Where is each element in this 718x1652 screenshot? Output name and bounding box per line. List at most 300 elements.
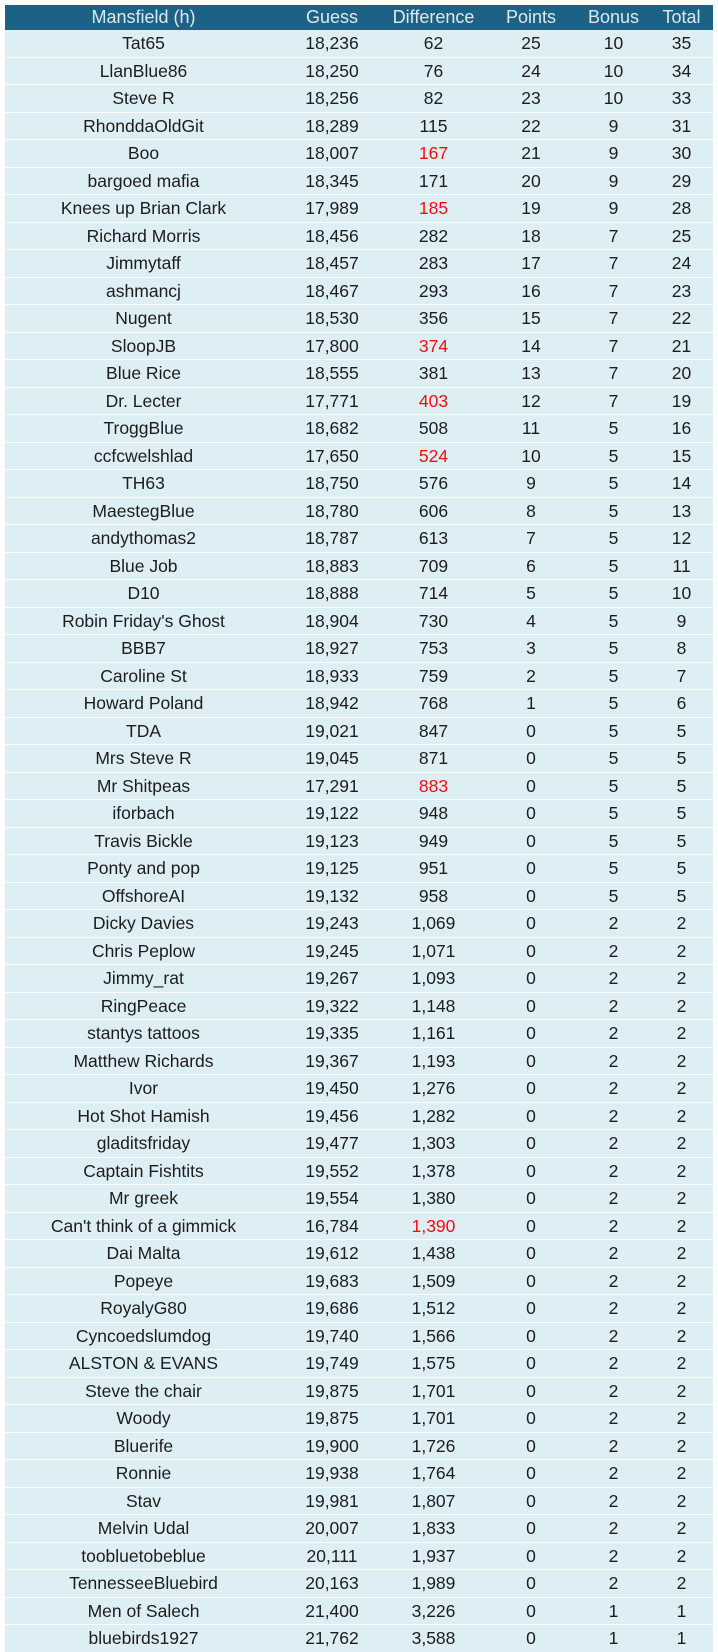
player-name-cell: Bluerife — [5, 1432, 282, 1460]
points-cell: 0 — [485, 772, 577, 800]
table-row — [5, 580, 713, 608]
table-row — [5, 360, 713, 388]
difference-cell: 714 — [382, 580, 485, 608]
difference-cell: 709 — [382, 552, 485, 580]
bonus-cell: 2 — [577, 1267, 650, 1295]
total-cell: 1 — [650, 1597, 713, 1625]
total-cell: 2 — [650, 1047, 713, 1075]
difference-cell: 1,093 — [382, 965, 485, 993]
points-cell: 1 — [485, 690, 577, 718]
guess-cell: 21,400 — [282, 1597, 382, 1625]
bonus-cell: 2 — [577, 1515, 650, 1543]
table-row — [5, 717, 713, 745]
player-name-cell: Boo — [5, 140, 282, 168]
bonus-cell: 10 — [577, 85, 650, 113]
player-name-cell: ALSTON & EVANS — [5, 1350, 282, 1378]
guess-cell: 18,456 — [282, 222, 382, 250]
total-cell: 5 — [650, 772, 713, 800]
total-cell: 2 — [650, 1350, 713, 1378]
table-row — [5, 305, 713, 333]
total-cell: 2 — [650, 1432, 713, 1460]
guess-cell: 18,289 — [282, 112, 382, 140]
bonus-cell: 2 — [577, 1432, 650, 1460]
bonus-cell: 5 — [577, 717, 650, 745]
table-row — [5, 1267, 713, 1295]
player-name-cell: Dicky Davies — [5, 910, 282, 938]
bonus-cell: 5 — [577, 470, 650, 498]
bonus-cell: 10 — [577, 57, 650, 85]
points-cell: 0 — [485, 910, 577, 938]
player-name-cell: Captain Fishtits — [5, 1157, 282, 1185]
total-cell: 2 — [650, 1487, 713, 1515]
table-row — [5, 387, 713, 415]
table-row — [5, 525, 713, 553]
bonus-cell: 2 — [577, 1212, 650, 1240]
table-row — [5, 882, 713, 910]
guess-cell: 19,456 — [282, 1102, 382, 1130]
total-cell: 1 — [650, 1625, 713, 1652]
total-cell: 5 — [650, 800, 713, 828]
bonus-cell: 2 — [577, 1460, 650, 1488]
total-cell: 2 — [650, 1102, 713, 1130]
bonus-cell: 5 — [577, 635, 650, 663]
bonus-cell: 2 — [577, 1157, 650, 1185]
player-name-cell: TroggBlue — [5, 415, 282, 443]
total-cell: 5 — [650, 855, 713, 883]
table-row — [5, 1405, 713, 1433]
table-row — [5, 772, 713, 800]
points-cell: 0 — [485, 937, 577, 965]
guess-cell: 18,933 — [282, 662, 382, 690]
difference-cell: 730 — [382, 607, 485, 635]
table-row — [5, 167, 713, 195]
points-cell: 16 — [485, 277, 577, 305]
player-name-cell: bluebirds1927 — [5, 1625, 282, 1652]
total-cell: 9 — [650, 607, 713, 635]
player-name-cell: RhonddaOldGit — [5, 112, 282, 140]
points-cell: 0 — [485, 1267, 577, 1295]
table-row — [5, 195, 713, 223]
points-cell: 23 — [485, 85, 577, 113]
total-cell: 2 — [650, 1157, 713, 1185]
difference-cell: 185 — [382, 195, 485, 223]
difference-cell: 76 — [382, 57, 485, 85]
player-name-cell: D10 — [5, 580, 282, 608]
player-name-cell: gladitsfriday — [5, 1130, 282, 1158]
player-name-cell: Can't think of a gimmick — [5, 1212, 282, 1240]
table-row — [5, 332, 713, 360]
difference-cell: 1,161 — [382, 1020, 485, 1048]
bonus-cell: 2 — [577, 965, 650, 993]
table-row — [5, 552, 713, 580]
total-cell: 2 — [650, 1295, 713, 1323]
points-cell: 0 — [485, 1157, 577, 1185]
guess-cell: 18,555 — [282, 360, 382, 388]
guess-cell: 19,900 — [282, 1432, 382, 1460]
difference-cell: 1,989 — [382, 1570, 485, 1598]
difference-cell: 374 — [382, 332, 485, 360]
difference-cell: 759 — [382, 662, 485, 690]
difference-cell: 1,148 — [382, 992, 485, 1020]
difference-cell: 1,575 — [382, 1350, 485, 1378]
guess-cell: 18,682 — [282, 415, 382, 443]
player-name-cell: Hot Shot Hamish — [5, 1102, 282, 1130]
bonus-cell: 2 — [577, 1102, 650, 1130]
points-cell: 0 — [485, 800, 577, 828]
bonus-cell: 9 — [577, 140, 650, 168]
bonus-cell: 2 — [577, 1130, 650, 1158]
points-cell: 0 — [485, 1047, 577, 1075]
difference-cell: 283 — [382, 250, 485, 278]
bonus-cell: 7 — [577, 250, 650, 278]
header-row — [5, 5, 713, 30]
difference-cell: 1,701 — [382, 1405, 485, 1433]
difference-cell: 1,701 — [382, 1377, 485, 1405]
bonus-cell: 5 — [577, 827, 650, 855]
total-cell: 5 — [650, 827, 713, 855]
guess-cell: 18,457 — [282, 250, 382, 278]
points-cell: 24 — [485, 57, 577, 85]
total-cell: 2 — [650, 1322, 713, 1350]
difference-cell: 1,276 — [382, 1075, 485, 1103]
guess-cell: 18,904 — [282, 607, 382, 635]
guess-cell: 17,291 — [282, 772, 382, 800]
table-row — [5, 30, 713, 57]
table-row — [5, 910, 713, 938]
points-cell: 19 — [485, 195, 577, 223]
points-cell: 4 — [485, 607, 577, 635]
player-name-cell: BBB7 — [5, 635, 282, 663]
points-cell: 0 — [485, 1185, 577, 1213]
table-row — [5, 1597, 713, 1625]
points-cell: 0 — [485, 1487, 577, 1515]
table-row — [5, 1515, 713, 1543]
total-cell: 2 — [650, 1212, 713, 1240]
guess-cell: 19,122 — [282, 800, 382, 828]
total-cell: 8 — [650, 635, 713, 663]
guess-cell: 19,132 — [282, 882, 382, 910]
difference-cell: 1,764 — [382, 1460, 485, 1488]
difference-cell: 1,807 — [382, 1487, 485, 1515]
bonus-cell: 5 — [577, 745, 650, 773]
guess-cell: 19,981 — [282, 1487, 382, 1515]
points-cell: 0 — [485, 855, 577, 883]
column-header-guess: Guess — [282, 5, 382, 30]
table-row — [5, 1570, 713, 1598]
total-cell: 2 — [650, 1020, 713, 1048]
total-cell: 33 — [650, 85, 713, 113]
player-name-cell: Ivor — [5, 1075, 282, 1103]
difference-cell: 1,833 — [382, 1515, 485, 1543]
total-cell: 6 — [650, 690, 713, 718]
total-cell: 5 — [650, 717, 713, 745]
difference-cell: 1,282 — [382, 1102, 485, 1130]
difference-cell: 1,566 — [382, 1322, 485, 1350]
bonus-cell: 2 — [577, 1542, 650, 1570]
points-cell: 0 — [485, 745, 577, 773]
guess-cell: 17,800 — [282, 332, 382, 360]
points-cell: 0 — [485, 1130, 577, 1158]
player-name-cell: Nugent — [5, 305, 282, 333]
guess-cell: 18,942 — [282, 690, 382, 718]
table-row — [5, 277, 713, 305]
total-cell: 28 — [650, 195, 713, 223]
difference-cell: 171 — [382, 167, 485, 195]
total-cell: 10 — [650, 580, 713, 608]
player-name-cell: Blue Job — [5, 552, 282, 580]
points-cell: 0 — [485, 1570, 577, 1598]
difference-cell: 1,390 — [382, 1212, 485, 1240]
points-cell: 0 — [485, 1597, 577, 1625]
table-row — [5, 855, 713, 883]
player-name-cell: LlanBlue86 — [5, 57, 282, 85]
player-name-cell: OffshoreAI — [5, 882, 282, 910]
points-cell: 9 — [485, 470, 577, 498]
total-cell: 25 — [650, 222, 713, 250]
bonus-cell: 5 — [577, 772, 650, 800]
guess-cell: 17,989 — [282, 195, 382, 223]
total-cell: 2 — [650, 1460, 713, 1488]
total-cell: 2 — [650, 1515, 713, 1543]
bonus-cell: 7 — [577, 222, 650, 250]
total-cell: 16 — [650, 415, 713, 443]
points-cell: 0 — [485, 1625, 577, 1652]
player-name-cell: ccfcwelshlad — [5, 442, 282, 470]
guess-cell: 17,650 — [282, 442, 382, 470]
guess-cell: 19,021 — [282, 717, 382, 745]
bonus-cell: 7 — [577, 305, 650, 333]
difference-cell: 62 — [382, 30, 485, 57]
bonus-cell: 5 — [577, 552, 650, 580]
guess-cell: 16,784 — [282, 1212, 382, 1240]
player-name-cell: MaestegBlue — [5, 497, 282, 525]
bonus-cell: 2 — [577, 1322, 650, 1350]
total-cell: 13 — [650, 497, 713, 525]
points-cell: 0 — [485, 992, 577, 1020]
guess-cell: 19,749 — [282, 1350, 382, 1378]
difference-cell: 883 — [382, 772, 485, 800]
difference-cell: 1,937 — [382, 1542, 485, 1570]
points-cell: 0 — [485, 1377, 577, 1405]
bonus-cell: 5 — [577, 607, 650, 635]
bonus-cell: 2 — [577, 937, 650, 965]
player-name-cell: iforbach — [5, 800, 282, 828]
player-name-cell: Stav — [5, 1487, 282, 1515]
table-row — [5, 965, 713, 993]
player-name-cell: Matthew Richards — [5, 1047, 282, 1075]
points-cell: 0 — [485, 1350, 577, 1378]
points-cell: 25 — [485, 30, 577, 57]
total-cell: 35 — [650, 30, 713, 57]
difference-cell: 613 — [382, 525, 485, 553]
guess-cell: 18,345 — [282, 167, 382, 195]
guess-cell: 18,250 — [282, 57, 382, 85]
points-cell: 0 — [485, 717, 577, 745]
difference-cell: 403 — [382, 387, 485, 415]
difference-cell: 948 — [382, 800, 485, 828]
bonus-cell: 10 — [577, 30, 650, 57]
player-name-cell: Caroline St — [5, 662, 282, 690]
bonus-cell: 2 — [577, 1295, 650, 1323]
total-cell: 2 — [650, 937, 713, 965]
player-name-cell: Men of Salech — [5, 1597, 282, 1625]
player-name-cell: Cyncoedslumdog — [5, 1322, 282, 1350]
points-cell: 18 — [485, 222, 577, 250]
guess-cell: 19,045 — [282, 745, 382, 773]
guess-cell: 19,686 — [282, 1295, 382, 1323]
guess-cell: 19,450 — [282, 1075, 382, 1103]
table-row — [5, 250, 713, 278]
player-name-cell: Blue Rice — [5, 360, 282, 388]
total-cell: 23 — [650, 277, 713, 305]
difference-cell: 1,509 — [382, 1267, 485, 1295]
bonus-cell: 5 — [577, 662, 650, 690]
total-cell: 2 — [650, 992, 713, 1020]
bonus-cell: 5 — [577, 415, 650, 443]
player-name-cell: Travis Bickle — [5, 827, 282, 855]
points-cell: 0 — [485, 1432, 577, 1460]
guess-cell: 19,267 — [282, 965, 382, 993]
guess-cell: 19,554 — [282, 1185, 382, 1213]
bonus-cell: 2 — [577, 1185, 650, 1213]
player-name-cell: andythomas2 — [5, 525, 282, 553]
column-header-name: Mansfield (h) — [5, 5, 282, 30]
points-cell: 7 — [485, 525, 577, 553]
points-cell: 14 — [485, 332, 577, 360]
bonus-cell: 2 — [577, 1405, 650, 1433]
total-cell: 2 — [650, 1185, 713, 1213]
table-row — [5, 1047, 713, 1075]
table-row — [5, 1185, 713, 1213]
points-cell: 17 — [485, 250, 577, 278]
table-row — [5, 690, 713, 718]
table-row — [5, 1487, 713, 1515]
points-cell: 20 — [485, 167, 577, 195]
player-name-cell: ashmancj — [5, 277, 282, 305]
difference-cell: 3,588 — [382, 1625, 485, 1652]
points-cell: 0 — [485, 1212, 577, 1240]
difference-cell: 293 — [382, 277, 485, 305]
difference-cell: 949 — [382, 827, 485, 855]
column-header-points: Points — [485, 5, 577, 30]
table-row — [5, 635, 713, 663]
guess-cell: 19,245 — [282, 937, 382, 965]
points-cell: 22 — [485, 112, 577, 140]
total-cell: 2 — [650, 1130, 713, 1158]
player-name-cell: Popeye — [5, 1267, 282, 1295]
difference-cell: 508 — [382, 415, 485, 443]
difference-cell: 1,069 — [382, 910, 485, 938]
table-row — [5, 827, 713, 855]
bonus-cell: 2 — [577, 1570, 650, 1598]
bonus-cell: 2 — [577, 1240, 650, 1268]
player-name-cell: Mr Shitpeas — [5, 772, 282, 800]
player-name-cell: Knees up Brian Clark — [5, 195, 282, 223]
guess-cell: 18,787 — [282, 525, 382, 553]
points-cell: 0 — [485, 1515, 577, 1543]
total-cell: 22 — [650, 305, 713, 333]
total-cell: 2 — [650, 1377, 713, 1405]
difference-cell: 871 — [382, 745, 485, 773]
player-name-cell: Howard Poland — [5, 690, 282, 718]
total-cell: 5 — [650, 882, 713, 910]
total-cell: 2 — [650, 965, 713, 993]
player-name-cell: Mr greek — [5, 1185, 282, 1213]
guess-cell: 19,335 — [282, 1020, 382, 1048]
points-cell: 0 — [485, 1240, 577, 1268]
guess-cell: 17,771 — [282, 387, 382, 415]
total-cell: 2 — [650, 1405, 713, 1433]
points-cell: 0 — [485, 965, 577, 993]
guess-cell: 21,762 — [282, 1625, 382, 1652]
leaderboard-table — [5, 5, 713, 1652]
total-cell: 2 — [650, 1570, 713, 1598]
bonus-cell: 7 — [577, 387, 650, 415]
guess-cell: 19,125 — [282, 855, 382, 883]
table-row — [5, 470, 713, 498]
difference-cell: 356 — [382, 305, 485, 333]
points-cell: 0 — [485, 827, 577, 855]
table-row — [5, 1350, 713, 1378]
player-name-cell: Robin Friday's Ghost — [5, 607, 282, 635]
bonus-cell: 5 — [577, 442, 650, 470]
table-row — [5, 415, 713, 443]
table-row — [5, 442, 713, 470]
player-name-cell: TDA — [5, 717, 282, 745]
leaderboard-body — [5, 30, 713, 1652]
guess-cell: 18,888 — [282, 580, 382, 608]
difference-cell: 847 — [382, 717, 485, 745]
points-cell: 21 — [485, 140, 577, 168]
difference-cell: 1,726 — [382, 1432, 485, 1460]
bonus-cell: 2 — [577, 1047, 650, 1075]
total-cell: 31 — [650, 112, 713, 140]
total-cell: 21 — [650, 332, 713, 360]
total-cell: 2 — [650, 1075, 713, 1103]
difference-cell: 1,303 — [382, 1130, 485, 1158]
table-row — [5, 800, 713, 828]
difference-cell: 524 — [382, 442, 485, 470]
bonus-cell: 7 — [577, 332, 650, 360]
points-cell: 5 — [485, 580, 577, 608]
points-cell: 8 — [485, 497, 577, 525]
table-row — [5, 1295, 713, 1323]
player-name-cell: RingPeace — [5, 992, 282, 1020]
table-row — [5, 1322, 713, 1350]
player-name-cell: bargoed mafia — [5, 167, 282, 195]
table-row — [5, 1240, 713, 1268]
difference-cell: 768 — [382, 690, 485, 718]
difference-cell: 606 — [382, 497, 485, 525]
bonus-cell: 2 — [577, 910, 650, 938]
bonus-cell: 2 — [577, 1487, 650, 1515]
table-row — [5, 992, 713, 1020]
table-row — [5, 1102, 713, 1130]
player-name-cell: Steve the chair — [5, 1377, 282, 1405]
points-cell: 3 — [485, 635, 577, 663]
table-row — [5, 1020, 713, 1048]
difference-cell: 82 — [382, 85, 485, 113]
table-row — [5, 1542, 713, 1570]
bonus-cell: 7 — [577, 360, 650, 388]
difference-cell: 381 — [382, 360, 485, 388]
guess-cell: 18,883 — [282, 552, 382, 580]
guess-cell: 18,750 — [282, 470, 382, 498]
total-cell: 20 — [650, 360, 713, 388]
player-name-cell: toobluetobeblue — [5, 1542, 282, 1570]
points-cell: 0 — [485, 1020, 577, 1048]
column-header-total: Total — [650, 5, 713, 30]
